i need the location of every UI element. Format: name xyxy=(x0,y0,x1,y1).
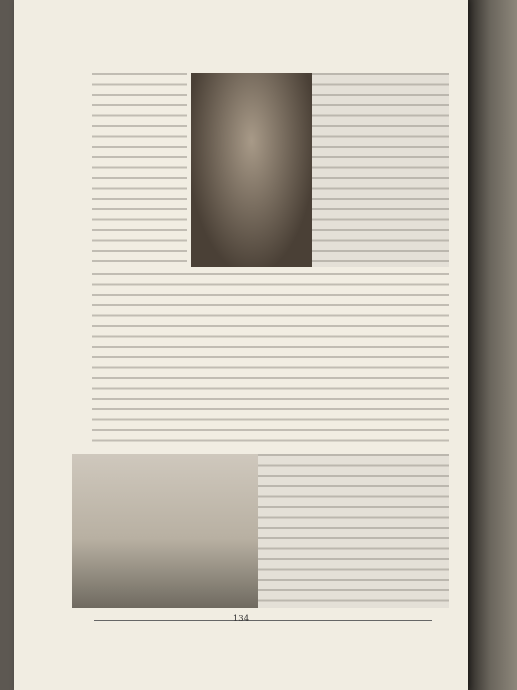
body-text-column xyxy=(92,73,187,269)
portrait-photo xyxy=(191,73,312,267)
book-gutter xyxy=(468,0,517,690)
portrait-caption-box xyxy=(312,73,449,267)
page-number: 134 xyxy=(232,614,250,624)
airplane-photo xyxy=(72,454,258,608)
page-footer xyxy=(14,613,468,627)
airplane-caption-box xyxy=(258,454,449,608)
body-text-wide xyxy=(92,273,449,443)
